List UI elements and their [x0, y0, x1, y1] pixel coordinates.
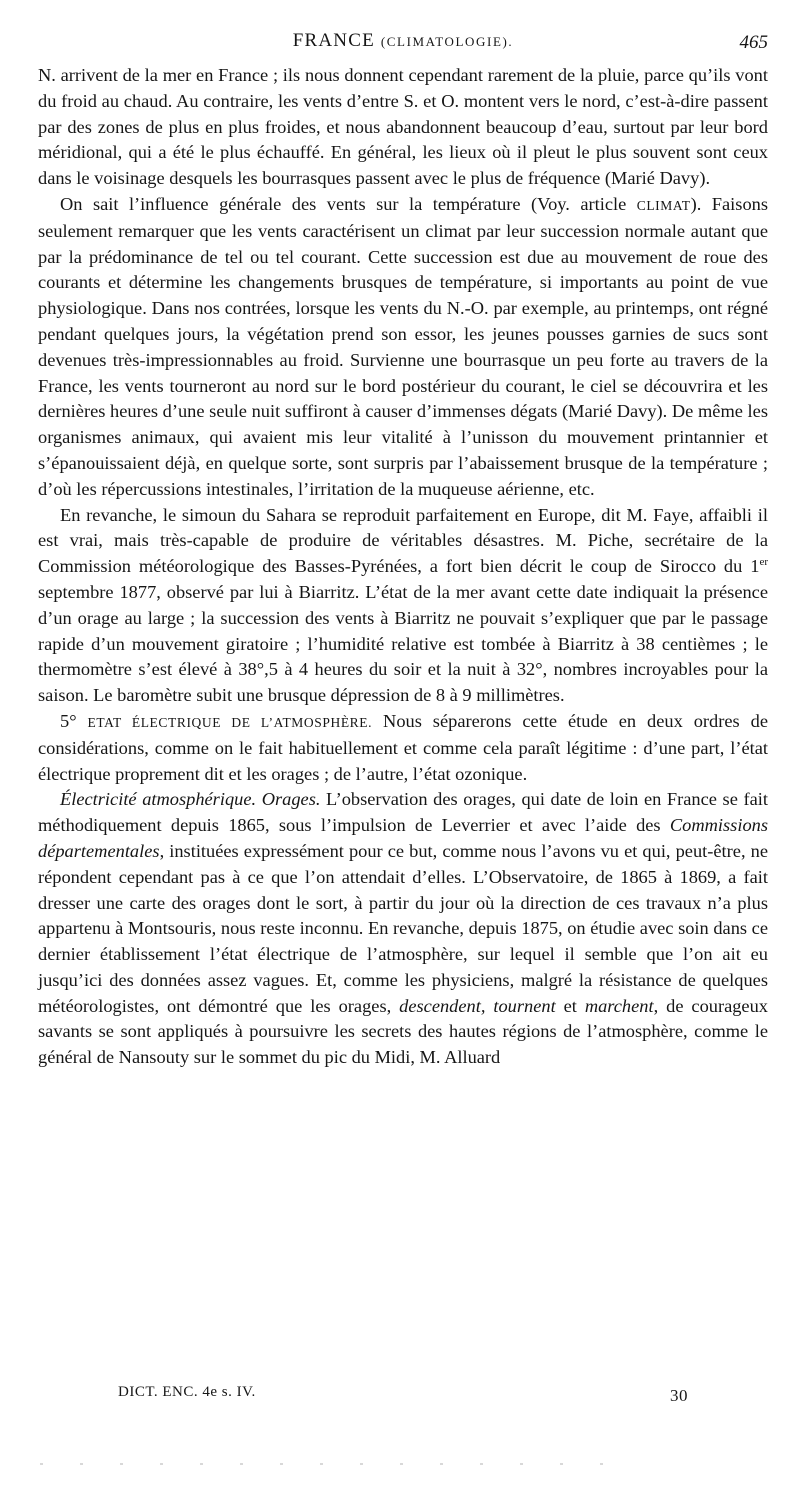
sheet-number: 30 [670, 1386, 688, 1405]
text-segment: , instituées expressément pour ce but, comme nous l’avons vu et qui, peut-être, ne répondent cependant pas à ce que l’on attendait d’elles. L’Observatoire, de 1865 à 1869, a fait dresser une carte des orages dont le sort, à partir du jour où la direction de ces travaux n’a plus appartenu à Montsouris, nous reste inconnu. En revanche, depuis 1875, on étudie avec soin dans ce dernier établissement l’état électrique de l’atmosphère, sur lequel il semble que l’on ait eu jusqu’ici des données assez vagues. Et, comme les physiciens, malgré la résistance de quelques météorologistes, ont démontré que les orages, [38, 840, 768, 1016]
text-segment: On sait l’influence générale des vents sur la température (Voy. article [60, 193, 637, 214]
text-segment: L’observation des orages, qui date de loin en France se fait méthodiquement depuis 1865, sous l’impulsion de Leverrier et avec l’aide des [38, 789, 768, 836]
text-segment: er [759, 556, 768, 569]
text-segment: ). Faisons seulement remarquer que les vents caractérisent un climat par leur succession normale autant que par la prédominance de tel ou tel courant. Cette succession est due au mouvement de roue des courants et détermine les changements brusques de température, si importants au point de vue physiologique. Dans nos contrées, lorsque les vents du N.-O. par exemple, au printemps, ont régné pendant quelques jours, la végétation prend son essor, les jeunes pousses garnies de sucs sont devenues très-impressionnables au froid. Survienne une bourrasque un peu forte au travers de la France, les vents tourneront au nord sur le bord postérieur du courant, le ciel se découvrira et les dernières heures d’une seule nuit suffiront à causer d’immenses dégats (Marié Davy). De même les organismes animaux, qui avaient mis leur vitalité à l’unisson du mouvement printannier et s’épanouissaient déjà, en quelque sorte, sont surpris par l’abaissement brusque de la température ; d’où les répercussions intestinales, l’irritation de la muqueuse aérienne, etc. [38, 193, 768, 499]
text-segment: ETAT ÉLECTRIQUE DE L’ATMOSPHÈRE. [87, 714, 373, 730]
text-segment: descendent, tournent [399, 995, 556, 1016]
page-footer [118, 1384, 688, 1408]
text-segment: Commissions départementales [38, 815, 768, 861]
text-segment: En revanche, le simoun du Sahara se reproduit parfaitement en Europe, dit M. Faye, affaibli il est vrai, mais très-capable de produire de véritables désastres. M. Piche, secrétaire de la Commission météorologique des Basses-Pyrénées, a fort bien décrit le coup de Sirocco du 1 [38, 504, 768, 577]
bleed-through-mark [40, 1463, 640, 1465]
running-title [38, 30, 768, 52]
paragraph-2 [38, 192, 768, 503]
running-title-main: FRANCE [292, 30, 375, 51]
paragraph-3 [38, 503, 768, 709]
paragraph-1 [38, 63, 768, 192]
page-number: 465 [739, 32, 768, 53]
text-segment: et [555, 995, 585, 1016]
running-title-subtitle: (CLIMATOLOGIE). [380, 34, 514, 49]
text-segment: CLIMAT [636, 197, 691, 213]
text-segment: septembre 1877, observé par lui à Biarritz. L’état de la mer avant cette date indiquait la présence d’un orage au large ; la succession des vents à Biarritz ne pouvait s’expliquer que par le passage rapide d’un mouvement giratoire ; l’humidité relative est tombée à Biarritz à 38 centièmes ; le thermomètre s’est élevé à 38°,5 à 4 heures du soir et la nuit à 32°, nombres incroyables pour la saison. Le baromètre subit une brusque dépression de 8 à 9 millimètres. [38, 581, 768, 706]
text-segment: Électricité atmosphérique. Orages. [60, 789, 321, 810]
text-segment: Nous séparerons cette étude en deux ordres de considérations, comme on le fait habituellement et comme cela paraît légitime : d’une part, l’état électrique proprement dit et les orages ; de l’autre, l’état ozonique. [38, 710, 768, 784]
text-segment: 5° [60, 710, 88, 731]
paragraph-5 [38, 787, 768, 1071]
signature-mark: DICT. ENC. 4e s. IV. [118, 1384, 256, 1400]
body-text [38, 63, 768, 1071]
text-segment: , de courageux savants se sont appliqués à poursuivre les secrets des hautes régions de l’atmosphère, comme le général de Nansouty sur le sommet du pic du Midi, M. Alluard [38, 995, 768, 1068]
text-segment: N. arrivent de la mer en France ; ils nous donnent cependant rarement de la pluie, parce qu’ils vont du froid au chaud. Au contraire, les vents d’entre S. et O. montent vers le nord, c’est-à-dire passent par des zones de plus en plus froides, et nous abandonnent beaucoup d’eau, surtout par leur bord méridional, qui a été le plus échauffé. En général, les lieux où il pleut le plus souvent sont ceux dans le voisinage desquels les bourrasques passent avec le plus de fréquence (Marié Davy). [38, 65, 768, 189]
text-segment: marchent [584, 995, 654, 1016]
paragraph-4 [38, 709, 768, 787]
running-head [38, 30, 768, 56]
